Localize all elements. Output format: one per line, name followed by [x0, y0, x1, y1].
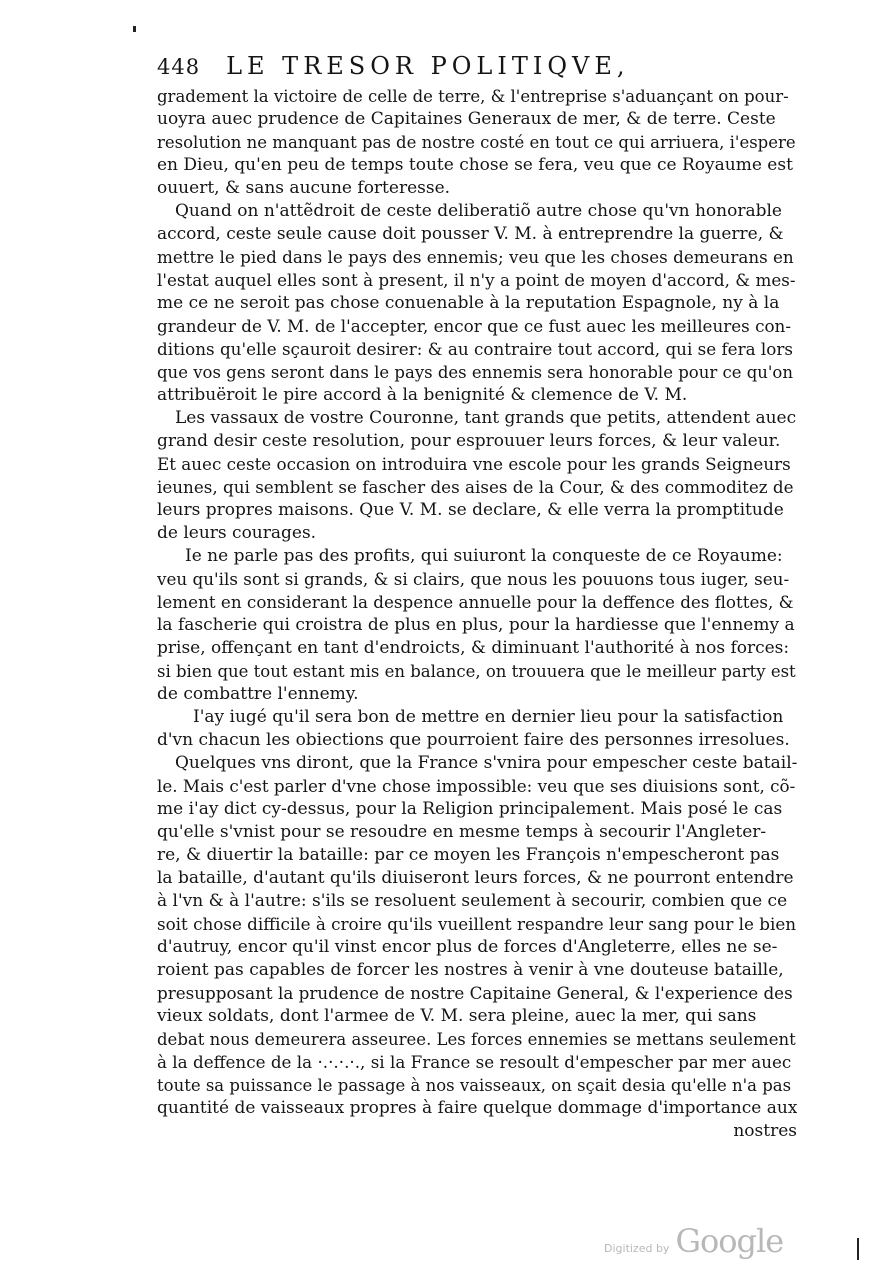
text-line: Quand on n'attẽdroit de ceste deliberatiõ autre chose qu'vn honorable — [175, 201, 782, 221]
text-line: gradement la victoire de celle de terre, & l'entreprise s'aduançant on pour- — [157, 87, 789, 106]
text-line: roient pas capables de forcer les nostres à venir à vne douteuse bataille, — [157, 960, 784, 980]
text-line: Quelques vns diront, que la France s'vnira pour empescher ceste batail- — [175, 753, 797, 773]
ink-speck — [133, 26, 136, 32]
text-line: uoyra auec prudence de Capitaines Generaux de mer, & de terre. Ceste — [157, 109, 776, 129]
text-line: debat nous demeurera asseuree. Les forces ennemies se mettans seulement — [157, 1030, 796, 1049]
text-line: ieunes, qui semblent se fascher des aises de la Cour, & des commoditez de — [157, 477, 794, 497]
text-line: qu'elle s'vnist pour se resoudre en mesme temps à secourir l'Angleter- — [157, 822, 767, 842]
text-line: Ie ne parle pas des profits, qui suiuront la conqueste de ce Royaume: — [185, 546, 783, 566]
text-line: presupposant la prudence de nostre Capitaine General, & l'experience des — [157, 983, 793, 1003]
text-line: en Dieu, qu'en peu de temps toute chose se fera, veu que ce Royaume est — [157, 155, 793, 175]
digitized-by-google-watermark — [604, 1222, 783, 1262]
text-line: me i'ay dict cy-dessus, pour la Religion principalement. Mais posé le cas — [157, 799, 783, 819]
text-line: ouuert, & sans aucune forteresse. — [157, 178, 451, 198]
text-line: à la deffence de la ·.·.·.·., si la France se resoult d'empescher par mer auec — [157, 1052, 792, 1072]
text-line: à l'vn & à l'autre: s'ils se resoluent seulement à secourir, combien que ce — [157, 891, 788, 911]
running-title: LE TRESOR POLITIQVE, — [226, 52, 630, 80]
text-line: mettre le pied dans le pays des ennemis; veu que les choses demeurans en — [157, 247, 794, 267]
text-line: le. Mais c'est parler d'vne chose impossible: veu que ses diuisions sont, cõ- — [157, 776, 796, 796]
body-text — [157, 85, 797, 1143]
text-line: la bataille, d'autant qu'ils diuiseront leurs forces, & ne pourront entendre — [157, 868, 794, 888]
page-header — [157, 52, 797, 84]
text-line: soit chose difficile à croire qu'ils vueillent respandre leur sang pour le bien — [157, 914, 797, 934]
text-line: quantité de vaisseaux propres à faire quelque dommage d'importance aux — [157, 1098, 797, 1118]
text-line: leurs propres maisons. Que V. M. se declare, & elle verra la promptitude — [157, 500, 784, 520]
text-line: lement en considerant la despence annuelle pour la deffence des flottes, & — [157, 592, 794, 612]
text-line: de leurs courages. — [157, 523, 317, 543]
text-line: attribuëroit le pire accord à la benignité & clemence de V. M. — [157, 385, 688, 405]
text-line: grandeur de V. M. de l'accepter, encor que ce fust auec les meilleures con- — [157, 316, 791, 336]
text-line: grand desir ceste resolution, pour esprouuer leurs forces, & leur valeur. — [157, 431, 781, 451]
text-line: si bien que tout estant mis en balance, on trouuera que le meilleur party est — [157, 662, 796, 681]
text-line: resolution ne manquant pas de nostre costé en tout ce qui arriuera, i'espere — [157, 133, 796, 152]
text-line: veu qu'ils sont si grands, & si clairs, que nous les pouuons tous iuger, seu- — [157, 569, 790, 589]
watermark-prefix: Digitized by — [604, 1242, 670, 1255]
text-line: vieux soldats, dont l'armee de V. M. sera pleine, auec la mer, qui sans — [157, 1006, 757, 1026]
page-number: 448 — [157, 55, 201, 79]
catchword: nostres — [733, 1121, 797, 1141]
text-line: Et auec ceste occasion on introduira vne escole pour les grands Seigneurs — [157, 454, 791, 474]
text-line: l'estat auquel elles sont à present, il n'y a point de moyen d'accord, & mes- — [157, 270, 796, 290]
text-line: toute sa puissance le passage à nos vaisseaux, on sçait desia qu'elle n'a pas — [157, 1076, 792, 1095]
google-logo: Google — [675, 1222, 784, 1260]
text-line: que vos gens seront dans le pays des ennemis sera honorable pour ce qu'on — [157, 363, 793, 382]
text-line: la fascherie qui croistra de plus en plus, pour la hardiesse que l'ennemy a — [157, 615, 795, 635]
text-line: accord, ceste seule cause doit pousser V. M. à entreprendre la guerre, & — [157, 224, 784, 244]
ink-speck — [857, 1238, 859, 1260]
text-line: Les vassaux de vostre Couronne, tant grands que petits, attendent auec — [175, 408, 797, 428]
text-line: ditions qu'elle sçauroit desirer: & au contraire tout accord, qui se fera lors — [157, 339, 793, 359]
text-line: me ce ne seroit pas chose conuenable à la reputation Espagnole, ny à la — [157, 293, 780, 313]
text-line: d'vn chacun les obiections que pourroient faire des personnes irresolues. — [157, 730, 790, 750]
text-line: prise, offençant en tant d'endroicts, & diminuant l'authorité à nos forces: — [157, 638, 790, 658]
text-line: re, & diuertir la bataille: par ce moyen les François n'empescheront pas — [157, 845, 780, 865]
text-line: I'ay iugé qu'il sera bon de mettre en dernier lieu pour la satisfaction — [193, 707, 784, 727]
text-line: de combattre l'ennemy. — [157, 684, 359, 704]
text-line: d'autruy, encor qu'il vinst encor plus de forces d'Angleterre, elles ne se- — [157, 937, 778, 957]
